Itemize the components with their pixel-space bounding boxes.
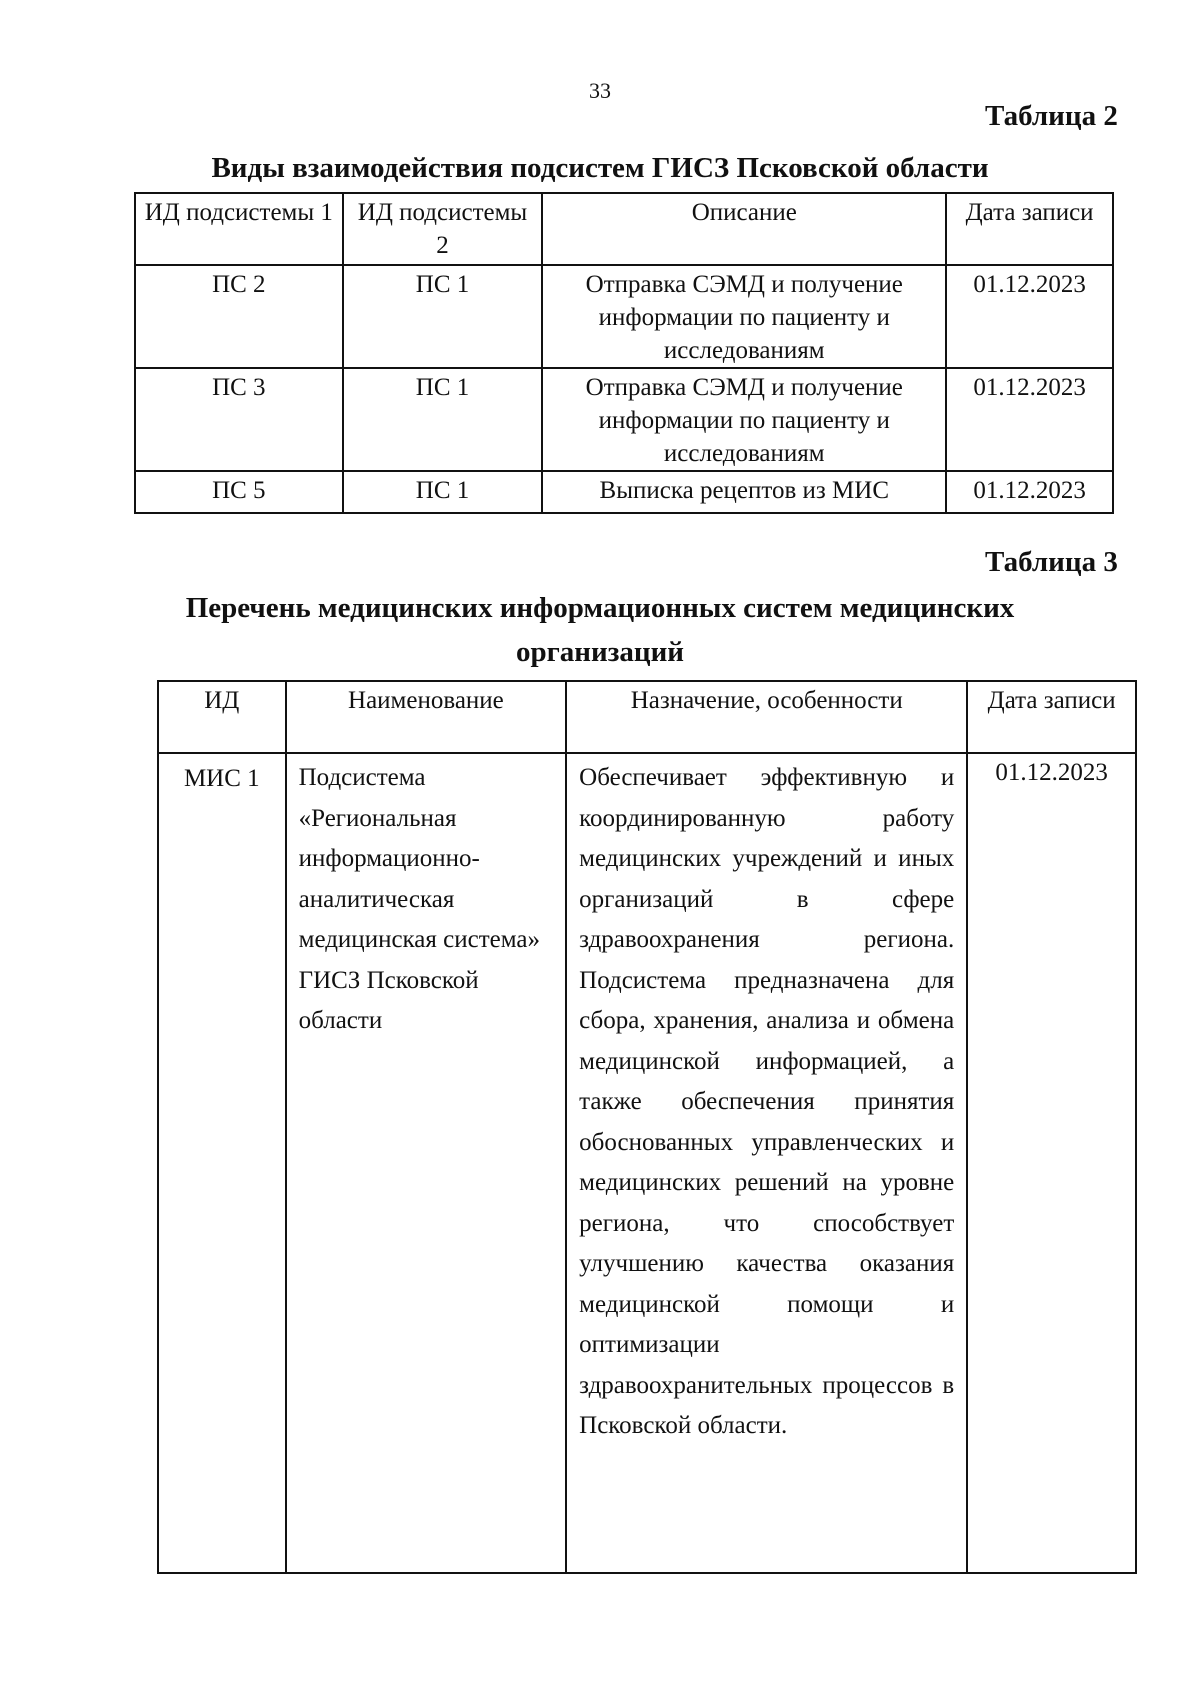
table-cell: Отправка СЭМД и получение информации по пациенту и исследованиям <box>542 265 946 368</box>
table-cell: 01.12.2023 <box>946 471 1113 513</box>
table-cell: Подсистема «Региональная информационно-аналитическая медицинская система» ГИСЗ Псковской области <box>286 753 567 1573</box>
table2 <box>134 192 1114 514</box>
table2-header-cell: Описание <box>542 193 946 265</box>
table3-header-cell: Назначение, особенности <box>566 681 967 753</box>
table-cell: ПС 5 <box>135 471 343 513</box>
table3-label: Таблица 3 <box>985 546 1118 578</box>
table-row <box>158 753 1136 1573</box>
table-cell: ПС 3 <box>135 368 343 471</box>
table2-label: Таблица 2 <box>985 100 1118 132</box>
table-cell: ПС 1 <box>343 368 543 471</box>
table3-title-line: организаций <box>516 636 684 668</box>
table2-header-cell: Дата записи <box>946 193 1113 265</box>
table-row <box>135 368 1113 471</box>
table-cell: МИС 1 <box>158 753 286 1573</box>
table-cell: 01.12.2023 <box>946 265 1113 368</box>
table-cell: Выписка рецептов из МИС <box>542 471 946 513</box>
table-cell: 01.12.2023 <box>946 368 1113 471</box>
table-row <box>135 265 1113 368</box>
table2-header-cell: ИД подсистемы 1 <box>135 193 343 265</box>
table-cell: ПС 2 <box>135 265 343 368</box>
table3-header-cell: ИД <box>158 681 286 753</box>
table2-header-row <box>135 193 1113 265</box>
table3-title-line: Перечень медицинских информационных систем медицинских <box>185 592 1015 624</box>
table3-header-cell: Наименование <box>286 681 567 753</box>
page-number: 33 <box>589 78 611 103</box>
table-cell: ПС 1 <box>343 265 543 368</box>
table-row <box>135 471 1113 513</box>
table-cell: Отправка СЭМД и получение информации по пациенту и исследованиям <box>542 368 946 471</box>
table-cell: Обеспечивает эффективную и координированную работу медицинских учреждений и иных организаций в сфере здравоохранения региона. Подсистема предназначена для сбора, хранения, анализа и обмена медицинской информацией, а также обеспечения принятия обоснованных управленческих и медицинских решений на уровне региона, что способствует улучшению качества оказания медицинской помощи и оптимизации здравоохранительных процессов в Псковской области. <box>566 753 967 1573</box>
table2-header-cell: ИД подсистемы 2 <box>343 193 543 265</box>
table3 <box>157 680 1137 1574</box>
table3-header-row <box>158 681 1136 753</box>
table-cell: ПС 1 <box>343 471 543 513</box>
table-cell: 01.12.2023 <box>967 753 1136 1573</box>
table3-title <box>0 586 1200 674</box>
table3-header-cell: Дата записи <box>967 681 1136 753</box>
table2-title: Виды взаимодействия подсистем ГИСЗ Псковской области <box>211 152 989 184</box>
